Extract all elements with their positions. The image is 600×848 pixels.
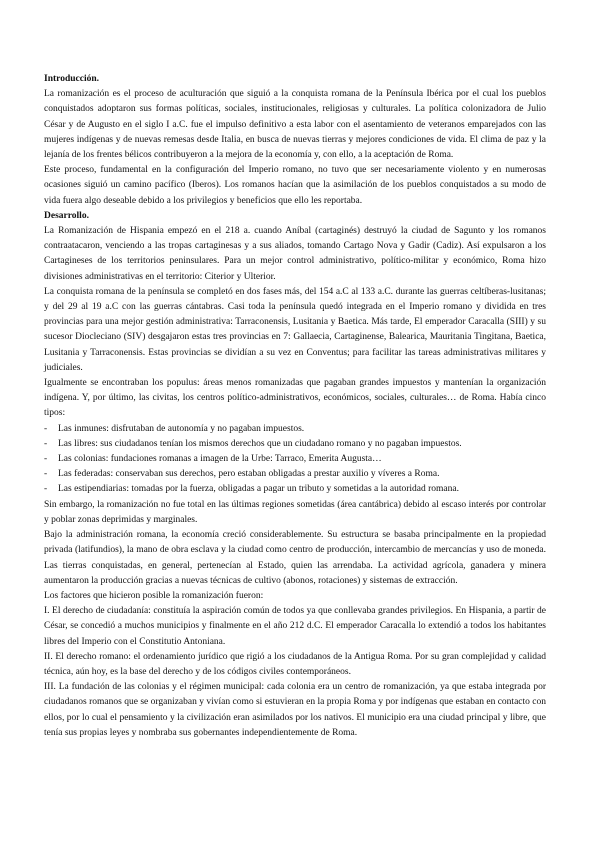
list-dash: - <box>44 438 48 449</box>
list-item <box>44 437 546 452</box>
list-dash: - <box>44 423 48 434</box>
list-item-text: Las colonias: fundaciones romanas a imagen de la Urbe: Tarraco, Emerita Augusta… <box>58 454 382 465</box>
list-item-text: Las inmunes: disfrutaban de autonomía y no pagaban impuestos. <box>58 423 305 434</box>
development-paragraph-1: La Romanización de Hispania empezó en el 218 a. cuando Aníbal (cartaginés) destruyó la ciudad de Sagunto y los romanos contraatacaron, venciendo a las tropas cartaginesas y a sus aliados, tomando Cartago Nova y Gadir (Cadiz). Así expulsaron a los Cartagineses de los territorios peninsulares. Para un mejor control administrativo, político-militar y económico, Roma hizo divisiones administrativas en el territorio: Citerior y Ulterior. <box>44 226 546 282</box>
development-paragraph-2: La conquista romana de la península se completó en dos fases más, del 154 a.C al 133 a.C. durante las guerras celtíberas-lusitanas; y del 29 al 19 a.C con las guerras cántabras. Casi toda la península quedó integrada en el Imperio romano y dividida en tres provincias para una mejor gestión administrativa: Tarraconensis, Lusitania y Baetica. Más tarde, El emperador Caracalla (SIII) y su sucesor Diocleciano (SIV) desgajaron estas tres provincias en 7: Gallaecia, Cartaginense, Balearica, Mauritania Tingitana, Baetica, Lusitania y Tarraconensis. Estas provincias se dividían a su vez en Conventus; para facilitar las tareas administrativas militares y judiciales. <box>44 286 546 373</box>
list-item <box>44 422 546 437</box>
list-item <box>44 467 546 482</box>
list-dash: - <box>44 469 48 480</box>
intro-heading: Introducción. <box>44 74 99 84</box>
civitas-types-list <box>44 422 546 498</box>
development-heading: Desarrollo. <box>44 210 89 221</box>
list-item <box>44 482 546 497</box>
list-item-text: Las estipendiarias: tomadas por la fuerza, obligadas a pagar un tributo y sometidas a la autoridad romana. <box>58 484 459 495</box>
intro-paragraph-2: Este proceso, fundamental en la configuración del Imperio romano, no tuvo que ser necesariamente violento y en numerosas ocasiones siguió un camino pacífico (Iberos). Los romanos hacían que la asimilación de los pueblos conquistados a su modo de vida fuera algo deseable debido a los privilegios y beneficios que ello les reportaba. <box>44 165 546 206</box>
economy-paragraph: Bajo la administración romana, la economía creció considerablemente. Su estructura se basaba principalmente en la propiedad privada (latifundios), la mano de obra esclava y la ciudad como centro de producción, intercambio de mercancías y uso de moneda. Las tierras conquistadas, en general, pertenecían al Estado, quien las arrendaba. La actividad agrícola, ganadera y minera aumentaron la producción gracias a nuevas técnicas de cultivo (abonos, rotaciones) y sistemas de extracción. <box>44 530 546 586</box>
factor-roman-law: II. El derecho romano: el ordenamiento jurídico que rigió a los ciudadanos de la Antigua Roma. Por su gran complejidad y calidad técnica, aún hoy, es la base del derecho y de los códigos civiles contemporáneos. <box>44 651 546 677</box>
romanization-limits-paragraph: Sin embargo, la romanización no fue total en las últimas regiones sometidas (área cantábrica) debido al escaso interés por controlar y poblar zonas deprimidas y marginales. <box>44 499 546 525</box>
list-dash: - <box>44 484 48 495</box>
development-paragraph-3: Igualmente se encontraban los populus: áreas menos romanizadas que pagaban grandes impuestos y mantenían la organización indígena. Y, por último, las civitas, los centros político-administrativos, económicos, sociales, culturales… de Roma. Había cinco tipos: <box>44 378 546 419</box>
factors-intro: Los factores que hicieron posible la romanización fueron: <box>44 590 264 601</box>
list-item-text: Las libres: sus ciudadanos tenían los mismos derechos que un ciudadano romano y no pagaban impuestos. <box>58 438 462 449</box>
list-dash: - <box>44 454 48 465</box>
intro-paragraph-1: La romanización es el proceso de aculturación que siguió a la conquista romana de la Península Ibérica por el cual los pueblos conquistados adoptaron sus formas políticas, sociales, institucionales, religiosas y culturales. La política colonizadora de Julio César y de Augusto en el siglo I a.C. fue el impulso definitivo a esta labor con el asentamiento de veteranos emparejados con las mujeres indígenas y de nuevas remesas desde Italia, en busca de nuevas tierras y mejores condiciones de vida. El clima de paz y la lejanía de los frentes bélicos contribuyeron a la mejora de la economía y, con ello, a la aceptación de Roma. <box>44 89 546 161</box>
list-item <box>44 452 546 467</box>
list-item-text: Las federadas: conservaban sus derechos, pero estaban obligadas a prestar auxilio y víveres a Roma. <box>58 469 440 480</box>
factor-citizenship: I. El derecho de ciudadanía: constituía la aspiración común de todos ya que conllevaba grandes privilegios. En Hispania, a partir de César, se concedió a muchos municipios y finalmente en el año 212 d.C. El emperador Caracalla lo extendió a todos los habitantes libres del Imperio con el Constitutio Antoniana. <box>44 606 546 647</box>
document-page <box>44 72 546 741</box>
factor-colonies: III. La fundación de las colonias y el régimen municipal: cada colonia era un centro de romanización, ya que estaba integrada por ciudadanos romanos que se organizaban y vivían como si estuvieran en la propia Roma y por indígenas que estaban en contacto con ellos, por lo cual el pensamiento y la civilización eran asimilados por los nativos. El municipio era una ciudad principal y libre, que tenía sus propias leyes y nombraba sus gobernantes independientemente de Roma. <box>44 682 546 738</box>
